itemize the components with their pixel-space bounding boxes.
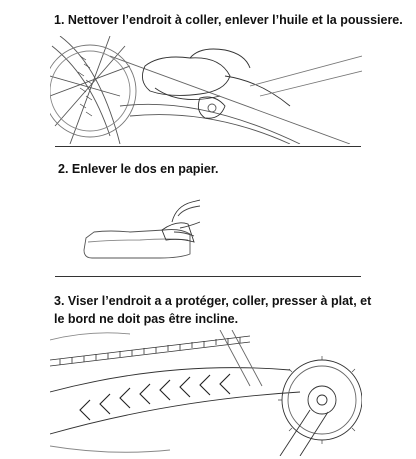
step-divider bbox=[55, 276, 361, 277]
step-divider bbox=[55, 146, 361, 147]
hand-cleaning-bicycle-frame-illustration bbox=[50, 36, 362, 144]
step-3-title: 3. Viser l’endroit a a protéger, coller, presser à plat, et le bord ne doit pas être incline. bbox=[54, 294, 372, 326]
step-2-title: 2. Enlever le dos en papier. bbox=[58, 162, 219, 176]
step-1-title: 1. Nettover l’endroit à coller, enlever l’huile et la poussiere. bbox=[54, 13, 403, 27]
chainstay-protector-on-bicycle-illustration bbox=[50, 330, 362, 456]
hand-peeling-backing-paper-illustration bbox=[80, 192, 200, 264]
